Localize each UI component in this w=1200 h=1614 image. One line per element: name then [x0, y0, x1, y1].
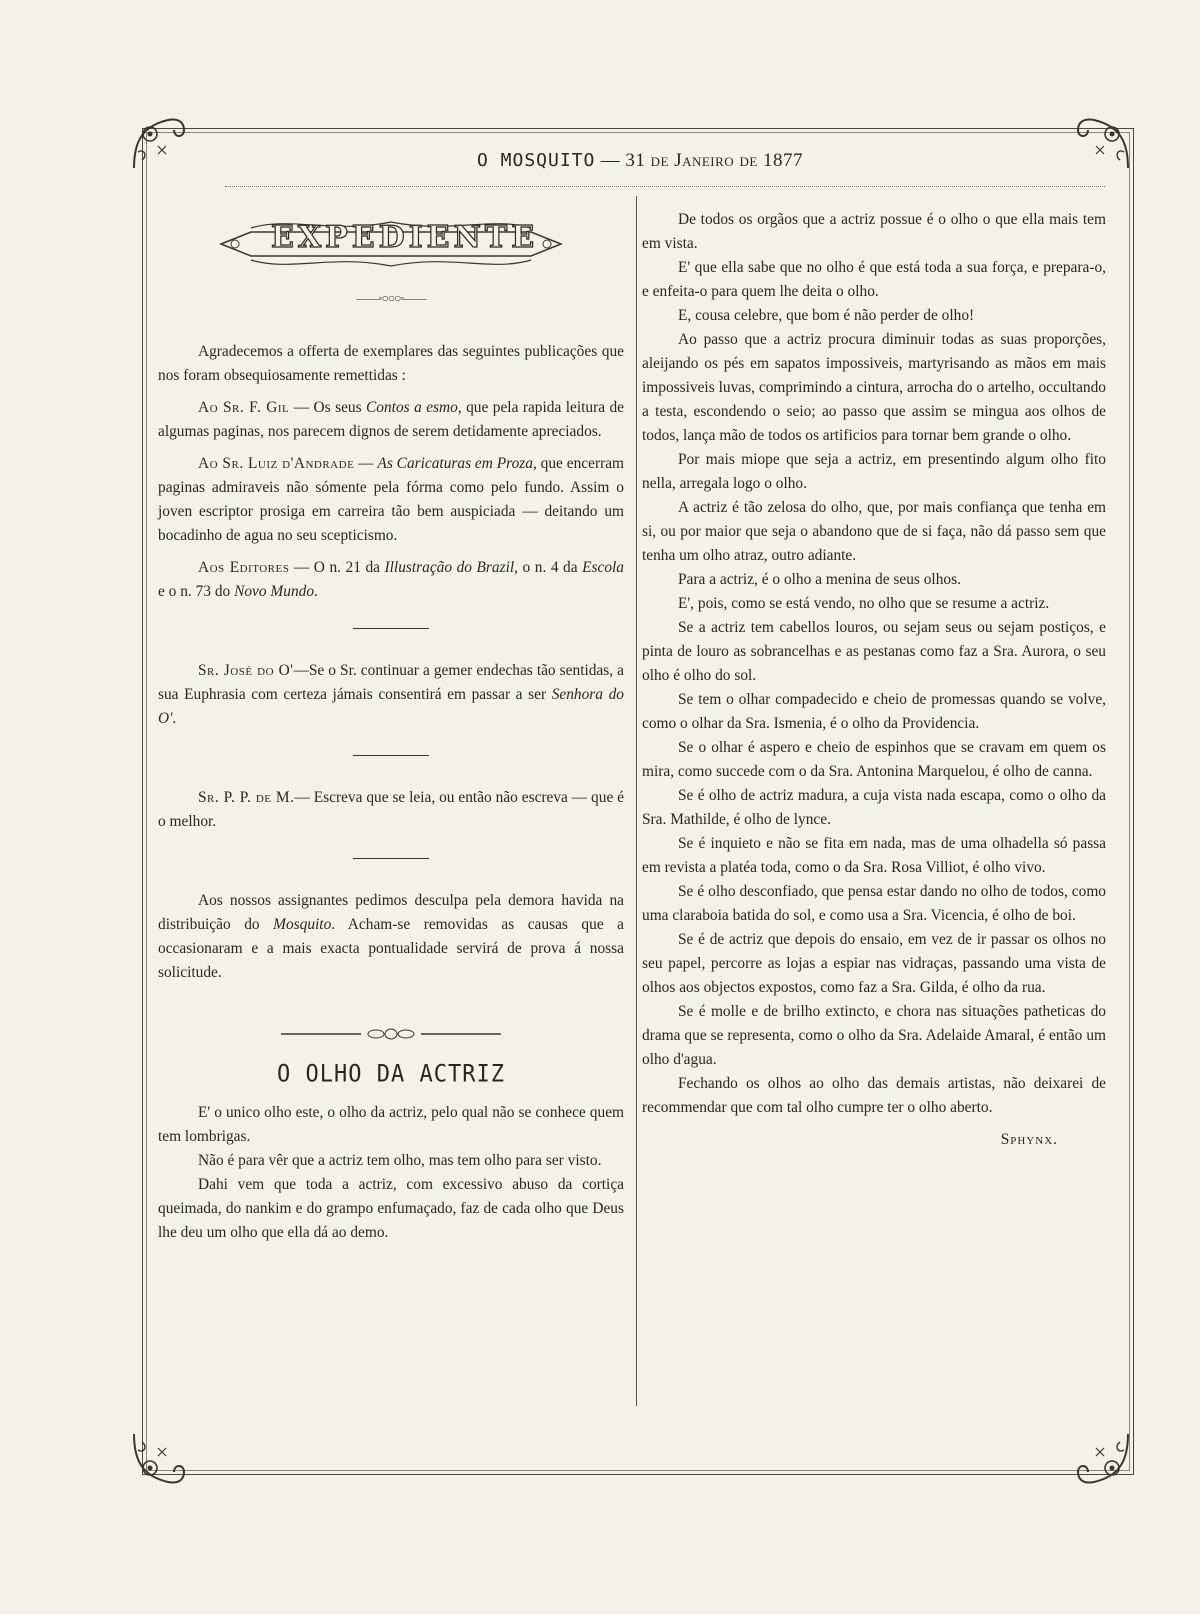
article-title: O OLHO DA ACTRIZ [277, 1060, 505, 1089]
article-paragraph: E', pois, como se está vendo, no olho que se resume a actriz. [678, 595, 1050, 612]
notice-editores-title: Escola [582, 559, 624, 576]
notice-jose-title: Senhora do O' [158, 686, 624, 727]
notice-jose-end: . [172, 710, 177, 727]
notice-pp [158, 786, 624, 834]
header-de: de [739, 150, 758, 171]
notice-jose-text: —Se o Sr. continuar a gemer endechas tão sentidas, a sua Euphrasia com certeza jámais consentirá em passar a ser [158, 662, 624, 703]
corner-ornament-bottom-right [1072, 1428, 1134, 1490]
corner-ornament-bottom-left [128, 1428, 190, 1490]
article-paragraph: E' que ella sabe que no olho é que está toda a sua força, e prepara-o, e enfeita-o para quem lhe deita o olho. [642, 259, 1106, 300]
corner-ornament-top-left [128, 112, 190, 174]
section-rule [353, 858, 429, 859]
section-rule [353, 628, 429, 629]
notice-pp-text: — Escreva que se leia, ou então não escreva — que é o melhor. [158, 789, 625, 830]
notice-editores-title: Illustração do Brazil [384, 559, 515, 576]
article-signature: Sphynx. [1000, 1131, 1058, 1148]
article-paragraph: Se é olho de actriz madura, a cuja vista nada escapa, como o olho da Sra. Mathilde, é olho de lynce. [642, 787, 1106, 828]
article-paragraph: Se é olho desconfiado, que pensa estar dando no olho de todos, como uma claraboia batida do sol, e como usa a Sra. Vicencia, é olho de boi. [642, 883, 1106, 924]
running-head [200, 150, 1080, 172]
header-year: 1877 [763, 150, 804, 171]
article-paragraph: Por mais miope que seja a actriz, em presentindo algum olho fito nella, arregala logo o olho. [642, 451, 1106, 492]
notice-editores-text: e o n. 73 do [158, 583, 235, 600]
article-paragraph: Se é de actriz que depois do ensaio, em vez de ir passar os olhos no seu papel, percorre as lojas a espiar nas vidraças, passando uma vista de olhos aos objectos expostos, como faz a Sra. Gilda, é olho da rua. [642, 931, 1106, 996]
notice-assign-text: Aos nossos assignantes pedimos desculpa pela demora havida na distribuição do [158, 892, 624, 933]
article-paragraph: Se é inquieto e não se fita em nada, mas de uma olhadella só passa em revista a platéa toda, como o da Sra. Rosa Villiot, é olho vivo. [642, 835, 1106, 876]
article-paragraph: Fechando os olhos ao olho das demais artistas, não deixarei de recommendar que com tal olho cumpre ter o olho aberto. [642, 1075, 1106, 1116]
section-rule [353, 755, 429, 756]
notice-editores [158, 556, 624, 604]
notice-editores-text: . [314, 583, 318, 600]
expediente-intro: Agradecemos a offerta de exemplares das seguintes publicações que nos foram obsequiosamente remettidas : [158, 343, 624, 384]
small-ornament: ——◦○○○◦—— [356, 291, 426, 305]
notice-gil-title: Contos a esmo [366, 399, 458, 416]
header-rule [225, 186, 1105, 193]
article-paragraph: E, cousa celebre, que bom é não perder de olho! [678, 307, 975, 324]
notice-editores-title: Novo Mundo [234, 583, 315, 600]
notice-jose [158, 659, 624, 731]
header-de: de [650, 150, 669, 171]
notice-pp-name: Sr. P. P. de M. [198, 789, 295, 806]
notice-andrade-title: As Caricaturas em Proza [377, 455, 533, 472]
article-paragraph: A actriz é tão zelosa do olho, que, por mais confiança que tenha em si, ou por maior que seja o abandono que de si faça, não dá passo sem que tenha um olho atraz, outro adiante. [642, 499, 1106, 564]
notice-gil-text: , que pela rapida leitura de algumas paginas, nos parecem dignos de serem detidamente apreciados. [158, 399, 624, 440]
article-paragraph: Para a actriz, é o olho a menina de seus olhos. [678, 571, 961, 588]
header-day: 31 [625, 150, 646, 171]
notice-andrade [158, 452, 624, 548]
corner-ornament-top-right [1072, 112, 1134, 174]
notice-gil [158, 396, 624, 444]
notice-gil-name: Ao Sr. F. Gil [198, 399, 290, 416]
expediente-banner [211, 214, 571, 272]
article-paragraph: Ao passo que a actriz procura diminuir todas as suas proporções, aleijando os pés em sapatos impossiveis, martyrisando as mãos em mais impossiveis luvas, comprimindo a cintura, arrocha do o artelho, occultando a testa, escondendo o seio; ao passo que assim se mingua aos olhos de todos, lança mão de todos os artificios para tornar bem grande o olho. [642, 331, 1106, 444]
article-paragraph: Se o olhar é aspero e cheio de espinhos que se cravam em quem os mira, como succede com o da Sra. Antonina Marquelou, é olho de canna. [642, 739, 1106, 780]
article-paragraph: E' o unico olho este, o olho da actriz, pelo qual não se conhece quem tem lombrigas. [158, 1104, 624, 1145]
notice-gil-dash: — Os seus [289, 399, 367, 416]
notice-editores-name: Aos Editores [198, 559, 290, 576]
article-paragraph: De todos os orgãos que a actriz possue é o olho o que ella mais tem em vista. [642, 211, 1106, 252]
article-paragraph: Não é para vêr que a actriz tem olho, mas tem olho para ser visto. [198, 1152, 602, 1169]
article-paragraph: Se tem o olhar compadecido e cheio de promessas quando se volve, como o olhar da Sra. Ismenia, é o olho da Providencia. [642, 691, 1106, 732]
article-paragraph: Se a actriz tem cabellos louros, ou sejam seus ou sejam postiços, e pinta de louro as sobrancelhas e as pestanas como faz a Sra. Aurora, o seu olho é olho do sol. [642, 619, 1106, 684]
long-ornament [281, 1025, 501, 1039]
expediente-title: EXPEDIENTE [271, 220, 539, 255]
article-paragraph: Dahi vem que toda a actriz, com excessivo abuso da cortiça queimada, do nankim e do grampo enfumaçado, faz de cada olho que Deus lhe deu um olho que ella dá ao demo. [158, 1176, 624, 1241]
notice-andrade-text: , que encerram paginas admiraveis não sómente pela fórma como pelo fundo. Assim o joven escriptor prosiga em carreira tão bem auspiciada — deitando um bocadinho de agua no seu scepticismo. [158, 455, 624, 544]
notice-jose-name: Sr. José do O' [198, 662, 294, 679]
notice-assign-text: . Acham-se removidas as causas que a occasionaram e a mais exacta pontualidade servirá de prova á nossa solicitude. [158, 916, 625, 981]
notice-andrade-dash: — [354, 455, 378, 472]
article-left-paragraphs [158, 1101, 624, 1245]
notice-assignantes [158, 889, 624, 985]
left-column [158, 208, 624, 1245]
notice-andrade-name: Ao Sr. Luiz d'Andrade [198, 455, 355, 472]
notice-editores-text: , o n. 4 da [514, 559, 583, 576]
notice-editores-text: — O n. 21 da [289, 559, 385, 576]
right-column [642, 208, 1106, 1152]
header-month: Janeiro [674, 150, 735, 171]
article-paragraph: Se é molle e de brilho extincto, e chora nas situações patheticas do drama que se representa, como o olho da Sra. Adelaide Amaral, é então um olho d'agua. [642, 1003, 1106, 1068]
header-dash: — [600, 150, 621, 171]
notice-assign-title: Mosquito [273, 916, 332, 933]
column-divider [636, 196, 637, 1406]
publication-name: O MOSQUITO [476, 150, 596, 171]
